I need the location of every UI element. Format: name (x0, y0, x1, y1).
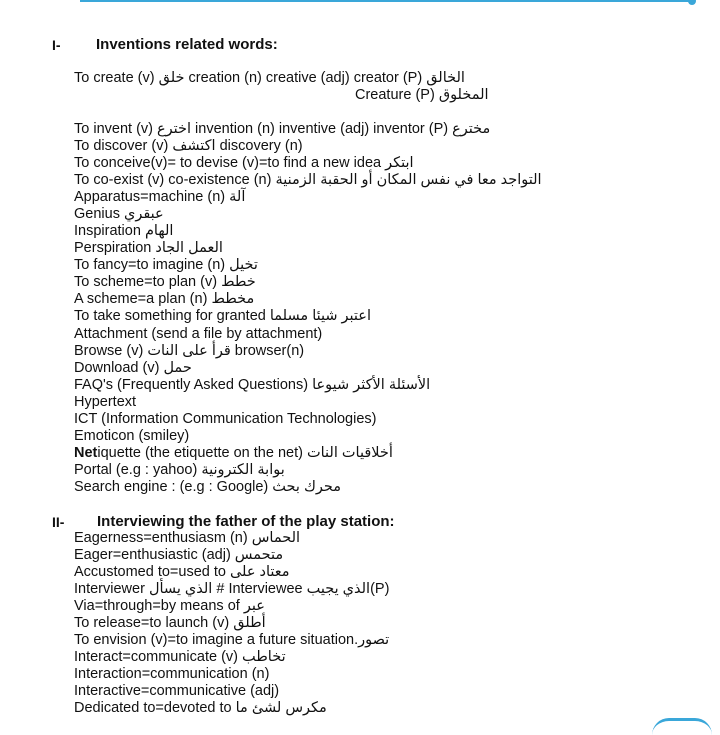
vocab-line: Genius عبقري (74, 206, 164, 222)
vocab-line: Hypertext (74, 394, 137, 410)
vocab-line: Accustomed to=used to معتاد على (74, 564, 290, 580)
vocab-line: Download (v) حمل (74, 360, 192, 376)
vocab-line: To conceive(v)= to devise (v)=to find a new idea ابتكر (74, 155, 414, 171)
vocab-line: Apparatus=machine (n) آلة (74, 189, 246, 205)
vocab-line: ICT (Information Communication Technologies) (74, 411, 377, 427)
section-1-number: I- (52, 37, 61, 53)
vocab-line: Interviewer الذي يسأل # Interviewee الذي يجيب(P) (74, 581, 390, 597)
vocab-line: Emoticon (smiley) (74, 428, 190, 444)
vocab-line: Portal (e.g : yahoo) بوابة الكترونية (74, 462, 285, 478)
section-2-number: II- (52, 514, 65, 530)
vocab-line: To invent (v) اخترع invention (n) inventive (adj) inventor (P) مخترع (74, 121, 491, 137)
section-1-title: Inventions related words: (96, 36, 278, 53)
vocab-line: Browse (v) قرأ على النات browser(n) (74, 343, 305, 359)
vocab-line: To release=to launch (v) أطلق (74, 615, 266, 631)
vocab-line: Dedicated to=devoted to مكرس لشئ ما (74, 700, 327, 716)
vocab-line: Search engine : (e.g : Google) محرك بحث (74, 479, 342, 495)
vocab-line: A scheme=a plan (n) مخطط (74, 291, 255, 307)
vocab-line: To scheme=to plan (v) خطط (74, 274, 256, 290)
vocab-line: FAQ's (Frequently Asked Questions) الأسئلة الأكثر شيوعا (74, 377, 431, 393)
vocab-line: To co-exist (v) co-existence (n) التواجد معا في نفس المكان أو الحقبة الزمنية (74, 172, 542, 188)
vocab-line: Attachment (send a file by attachment) (74, 326, 323, 342)
vocab-line: Via=through=by means of عبر (74, 598, 265, 614)
vocab-line: Inspiration الهام (74, 223, 174, 239)
vocab-line-creature: Creature (P) المخلوق (355, 87, 489, 103)
vocab-line: Interaction=communication (n) (74, 666, 270, 682)
vocab-line: Eagerness=enthusiasm (n) الحماس (74, 530, 301, 546)
top-decorative-rule (80, 0, 692, 2)
vocab-line: To fancy=to imagine (n) تخيل (74, 257, 258, 273)
vocab-line: To envision (v)=to imagine a future situation.تصور (74, 632, 390, 648)
vocab-line: Interactive=communicative (adj) (74, 683, 280, 699)
vocab-line: To discover (v) اكتشف discovery (n) (74, 138, 303, 154)
top-decorative-dot (688, 0, 696, 5)
netiquette-rest: iquette (the etiquette on the net) أخلاقيات النات (97, 445, 393, 461)
netiquette-bold-prefix: Net (74, 445, 98, 461)
vocab-line: Interact=communicate (v) تخاطب (74, 649, 286, 665)
vocab-line: Perspiration العمل الجاد (74, 240, 223, 256)
vocab-line: To take something for granted اعتبر شيئا مسلما (74, 308, 371, 324)
vocab-line-netiquette (74, 445, 393, 462)
vocab-line-create: To create (v) خلق creation (n) creative (adj) creator (P) الخالق (74, 70, 465, 86)
vocab-line: Eager=enthusiastic (adj) متحمس (74, 547, 284, 563)
section-2-title: Interviewing the father of the play station: (97, 513, 395, 530)
